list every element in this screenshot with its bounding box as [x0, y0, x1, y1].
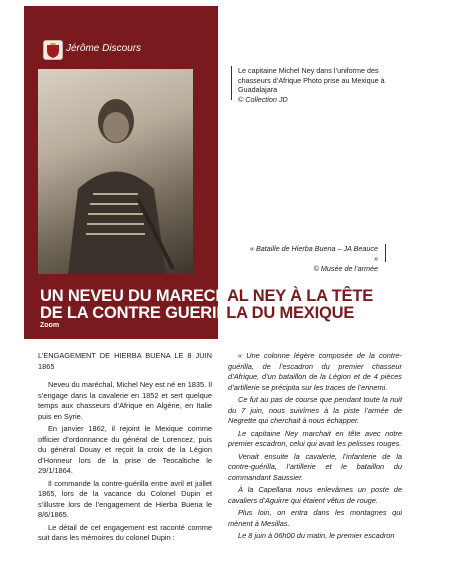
author-name: Jérôme Discours: [66, 43, 142, 54]
left-column: [38, 351, 212, 544]
title-line-1-b: AL NEY À LA TÊTE: [227, 287, 374, 305]
section-label: Zoom: [40, 322, 60, 329]
shield-logo-icon: [43, 40, 63, 60]
title-line-1: [40, 288, 450, 305]
title-line-1-a: UN NEVEU DU MARECH: [40, 287, 228, 305]
left-column-heading: L’ENGAGEMENT DE HIERBA BUENA LE 8 JUIN 1865: [38, 351, 212, 371]
paragraph: Neveu du maréchal, Michel Ney est né en 1835. Il s’engage dans la cavalerie en 1852 et sert quelque temps aux chasseurs d’Afrique en Algérie, en Italie puis en Syrie.: [38, 380, 212, 421]
right-column: [228, 351, 402, 542]
paragraph: À la Capellana nous enlevâmes un poste de cavaliers d’Aguirre qui étaient vêtus de rouge.: [228, 485, 402, 505]
caption-rule: [231, 66, 232, 100]
photo-caption: [238, 66, 398, 105]
paragraph: Ce fut au pas de course que pendant toute la nuit du 7 juin, nous suivîmes à la piste l’armée de Negrette qui cherchait à nous échapper.: [228, 395, 402, 426]
paragraph: Venait ensuite la cavalerie, l’infanterie de la contre-guérilla, l’artillerie et le bataillon du commandant Saussier.: [228, 451, 402, 482]
title-line-2: [40, 305, 450, 322]
painting-caption-text: « Bataille de Hierba Buena – JA Beauce »: [250, 244, 378, 264]
photo-caption-credit: © Collection JD: [238, 95, 288, 105]
paragraph: En janvier 1862, il rejoint le Mexique comme officier d’ordonnance du général de Lorencez, puis du général Douay et reçoit la croix de la Légion d’Honneur lors de la prise de Teocaltiche le 29/1/1864.: [38, 424, 212, 476]
paragraph: « Une colonne légère composée de la contre-guérilla, de l’escadron du premier chasseur d’Afrique, d’un bataillon de la Légion et de 4 pièces d’artillerie se précipita sur les traces de l’ennemi.: [228, 351, 402, 392]
paragraph: Plus loin, on entra dans les montagnes qui mènent à Mesillas.: [228, 508, 402, 528]
article-title: [40, 288, 450, 322]
title-line-2-b: LA DU MEXIQUE: [226, 304, 355, 322]
painting-caption-credit: © Musée de l’armée: [313, 264, 378, 274]
paragraph: Le capitaine Ney marchait en tête avec notre premier escadron, celui qui avait les pelisses rouges.: [228, 428, 402, 449]
photo-caption-text: Le capitaine Michel Ney dans l’uniforme des chasseurs d’Afrique Photo prise au Mexique à Guadalajara: [238, 66, 385, 95]
painting-caption: [248, 244, 378, 274]
portrait-photo: [38, 69, 193, 274]
title-line-2-a: DE LA CONTRE GUERIL: [40, 304, 227, 322]
paragraph: Il commande la contre-guérilla entre avril et juillet 1865, lors de la vacance du Colonel Dupin et s’illustre lors de l’engagement de Hierba Buena le 8/6/1865.: [38, 478, 212, 520]
caption-rule: [385, 244, 386, 262]
paragraph: Le 8 juin à 06h00 du matin, le premier escadron: [238, 531, 395, 541]
paragraph: Le détail de cet engagement est raconté comme suit dans les mémoires du colonel Dupin :: [38, 522, 212, 543]
